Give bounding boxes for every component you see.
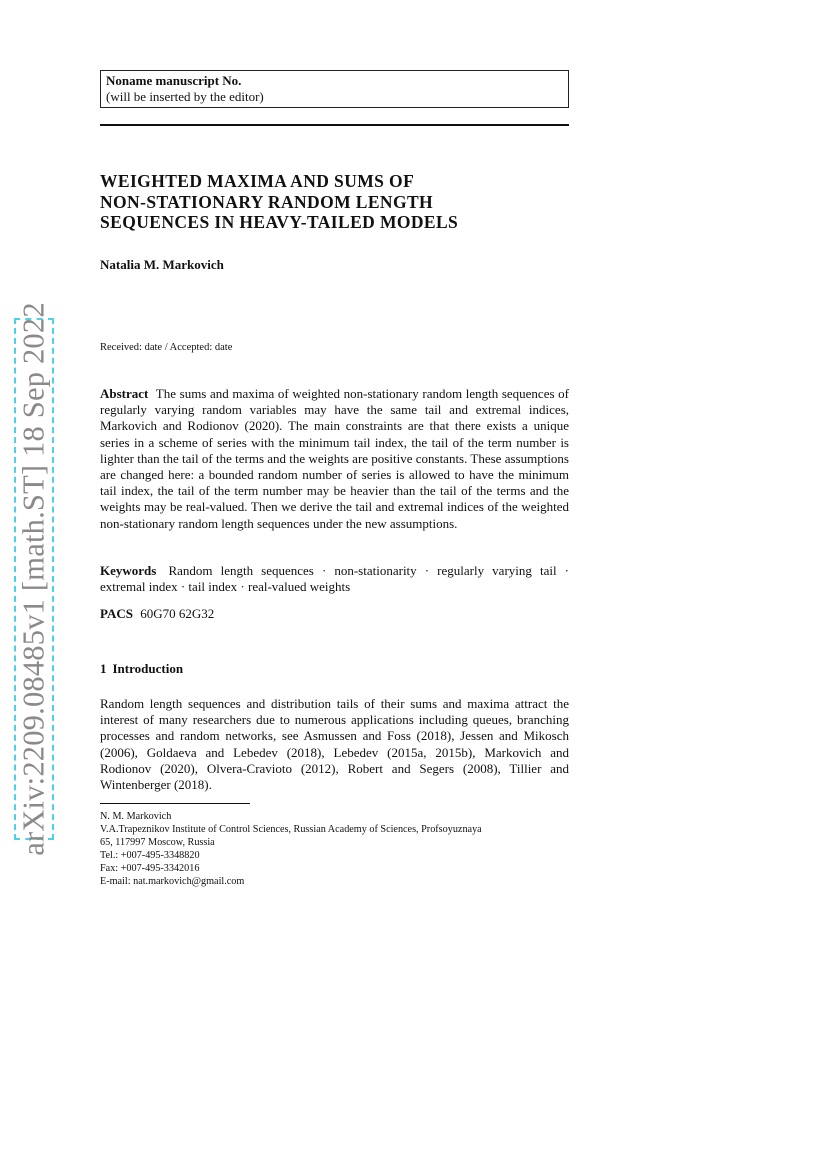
section-number: 1 <box>100 661 107 676</box>
arxiv-stamp <box>14 302 54 856</box>
manuscript-label: Noname manuscript No. <box>106 73 242 88</box>
keywords-text: Random length sequences · non-stationarity · regularly varying tail · extremal index · tail index · real-valued weights <box>100 563 569 595</box>
pacs-label: PACS <box>100 606 133 621</box>
abstract <box>100 386 569 532</box>
pacs <box>100 606 569 622</box>
section-title: Introduction <box>112 661 184 676</box>
footnote-affiliation: V.A.Trapeznikov Institute of Control Sciences, Russian Academy of Sciences, Profsoyuznaya <box>100 824 482 836</box>
header-rule <box>100 124 569 126</box>
author-footnote <box>100 810 569 889</box>
footnote-rule <box>100 803 250 804</box>
footnote-tel: Tel.: +007-495-3348820 <box>100 850 200 862</box>
pacs-codes: 60G70 62G32 <box>140 606 215 621</box>
footnote-name: N. M. Markovich <box>100 811 172 822</box>
manuscript-box <box>100 70 569 108</box>
paper-title <box>100 171 569 233</box>
title-line: SEQUENCES IN HEAVY-TAILED MODELS <box>100 212 459 232</box>
footnote-address: 65, 117997 Moscow, Russia <box>100 837 215 849</box>
abstract-text: The sums and maxima of weighted non-stationary random length sequences of regularly varying random variables may have the same tail and extremal indices, Markovich and Rodionov (2020). The main constraints are that there exists a unique series in a scheme of series with the minimum tail index, the tail of the term number is lighter than the tail of the terms and the weights are positive constants. These assumptions are changed here: a bounded random number of series is allowed to have the minimum tail index, the tail of the term number may be heavier than the tail of the terms and the weights may be real-valued. Then we derive the tail and extremal indices of the weighted non-stationary random length sequences under the new assumptions. <box>100 386 569 531</box>
abstract-label: Abstract <box>100 386 149 401</box>
section-heading <box>100 661 183 677</box>
author-name: Natalia M. Markovich <box>100 257 224 272</box>
editor-note: (will be inserted by the editor) <box>106 89 264 104</box>
title-line: NON-STATIONARY RANDOM LENGTH <box>100 191 434 212</box>
received-date: Received: date / Accepted: date <box>100 342 233 353</box>
keywords-label: Keywords <box>100 563 157 578</box>
footnote-email: E-mail: nat.markovich@gmail.com <box>100 876 245 888</box>
title-line: WEIGHTED MAXIMA AND SUMS OF <box>100 171 415 191</box>
arxiv-identifier: arXiv:2209.08485v1 [math.ST] 18 Sep 2022 <box>16 302 51 856</box>
footnote-fax: Fax: +007-495-3342016 <box>100 863 200 875</box>
keywords <box>100 563 569 595</box>
intro-paragraph: Random length sequences and distribution tails of their sums and maxima attract the interest of many researchers due to numerous applications including queues, branching processes and random networks, see Asmussen and Foss (2018), Jessen and Mikosch (2006), Goldaeva and Lebedev (2018), Lebedev (2015a, 2015b), Markovich and Rodionov (2020), Olvera-Cravioto (2012), Robert and Segers (2008), Tillier and Wintenberger (2018). <box>100 696 569 793</box>
